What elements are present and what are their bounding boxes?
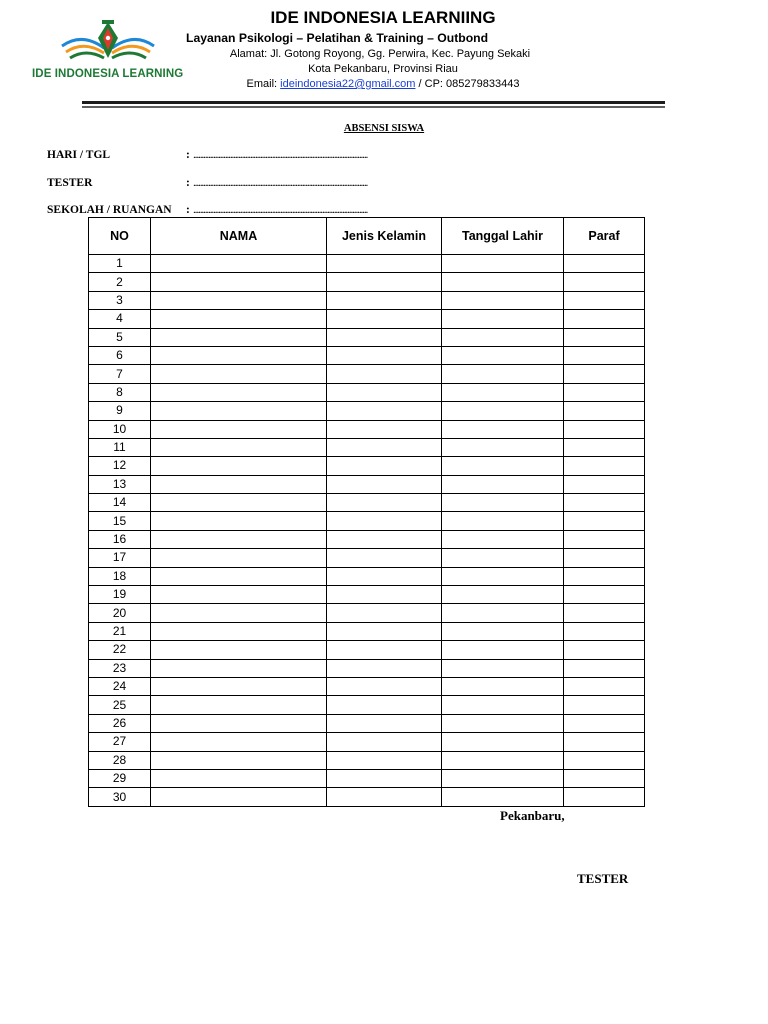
birthdate-cell[interactable] [442, 567, 564, 585]
row-number: 8 [89, 383, 151, 401]
birthdate-cell[interactable] [442, 586, 564, 604]
email-link[interactable]: ideindonesia22@gmail.com [280, 78, 416, 90]
signature-cell[interactable] [564, 604, 645, 622]
name-cell[interactable] [151, 751, 327, 769]
birthdate-cell[interactable] [442, 365, 564, 383]
signature-cell[interactable] [564, 310, 645, 328]
birthdate-cell[interactable] [442, 696, 564, 714]
row-number: 30 [89, 788, 151, 806]
field-colon: : [186, 177, 190, 189]
birthdate-cell[interactable] [442, 622, 564, 640]
signature-cell[interactable] [564, 365, 645, 383]
attendance-table [88, 217, 645, 807]
row-number: 4 [89, 310, 151, 328]
table-row [89, 549, 645, 567]
name-cell[interactable] [151, 310, 327, 328]
row-number: 14 [89, 494, 151, 512]
row-number: 6 [89, 346, 151, 364]
name-cell[interactable] [151, 677, 327, 695]
birthdate-cell[interactable] [442, 457, 564, 475]
name-cell[interactable] [151, 696, 327, 714]
gender-cell[interactable] [327, 530, 442, 548]
contact-line [200, 78, 566, 90]
table-row [89, 567, 645, 585]
gender-cell[interactable] [327, 438, 442, 456]
name-cell[interactable] [151, 273, 327, 291]
row-number: 1 [89, 255, 151, 273]
table-body [89, 255, 645, 807]
signature-cell[interactable] [564, 567, 645, 585]
email-label: Email: [246, 78, 281, 90]
name-cell[interactable] [151, 641, 327, 659]
address-line: Alamat: Jl. Gotong Royong, Gg. Perwira, Kec. Payung Sekaki [229, 48, 531, 60]
row-number: 27 [89, 733, 151, 751]
table-row [89, 310, 645, 328]
birthdate-cell[interactable] [442, 402, 564, 420]
birthdate-cell[interactable] [442, 641, 564, 659]
header-rule-thick [82, 101, 665, 104]
field-sekolah-ruangan [47, 204, 368, 216]
gender-cell[interactable] [327, 659, 442, 677]
table-row [89, 420, 645, 438]
signature-cell[interactable] [564, 402, 645, 420]
name-cell[interactable] [151, 255, 327, 273]
table-row [89, 457, 645, 475]
name-cell[interactable] [151, 512, 327, 530]
name-cell[interactable] [151, 494, 327, 512]
name-cell[interactable] [151, 457, 327, 475]
birthdate-cell[interactable] [442, 714, 564, 732]
row-number: 22 [89, 641, 151, 659]
birthdate-cell[interactable] [442, 273, 564, 291]
row-number: 19 [89, 586, 151, 604]
birthdate-cell[interactable] [442, 494, 564, 512]
field-tester [47, 177, 368, 189]
field-hari-tgl [47, 149, 368, 161]
row-number: 3 [89, 291, 151, 309]
table-row [89, 273, 645, 291]
birthdate-cell[interactable] [442, 346, 564, 364]
row-number: 23 [89, 659, 151, 677]
name-cell[interactable] [151, 714, 327, 732]
table-row [89, 586, 645, 604]
table-row [89, 255, 645, 273]
row-number: 2 [89, 273, 151, 291]
signature-cell[interactable] [564, 273, 645, 291]
table-row [89, 769, 645, 787]
gender-cell[interactable] [327, 383, 442, 401]
name-cell[interactable] [151, 438, 327, 456]
table-row [89, 328, 645, 346]
signature-cell[interactable] [564, 530, 645, 548]
signature-cell[interactable] [564, 420, 645, 438]
gender-cell[interactable] [327, 457, 442, 475]
gender-cell[interactable] [327, 512, 442, 530]
name-cell[interactable] [151, 567, 327, 585]
column-header-nama: NAMA [151, 218, 327, 255]
table-row [89, 751, 645, 769]
signature-cell[interactable] [564, 788, 645, 806]
row-number: 13 [89, 475, 151, 493]
gender-cell[interactable] [327, 475, 442, 493]
name-cell[interactable] [151, 420, 327, 438]
gender-cell[interactable] [327, 494, 442, 512]
birthdate-cell[interactable] [442, 255, 564, 273]
header-rule-thin [82, 106, 665, 108]
gender-cell[interactable] [327, 549, 442, 567]
organization-name: IDE INDONESIA LEARNIING [270, 8, 496, 27]
table-row [89, 494, 645, 512]
table-row [89, 383, 645, 401]
signature-cell[interactable] [564, 659, 645, 677]
signature-role: TESTER [577, 871, 629, 886]
birthdate-cell[interactable] [442, 788, 564, 806]
gender-cell[interactable] [327, 714, 442, 732]
name-cell[interactable] [151, 365, 327, 383]
birthdate-cell[interactable] [442, 475, 564, 493]
row-number: 21 [89, 622, 151, 640]
row-number: 28 [89, 751, 151, 769]
field-colon: : [186, 149, 190, 161]
gender-cell[interactable] [327, 677, 442, 695]
signature-cell[interactable] [564, 291, 645, 309]
table-row [89, 475, 645, 493]
table-row [89, 659, 645, 677]
table-row [89, 604, 645, 622]
birthdate-cell[interactable] [442, 677, 564, 695]
signature-cell[interactable] [564, 677, 645, 695]
row-number: 9 [89, 402, 151, 420]
row-number: 29 [89, 769, 151, 787]
logo-text: IDE INDONESIA LEARNING [32, 68, 184, 80]
signature-cell[interactable] [564, 696, 645, 714]
name-cell[interactable] [151, 604, 327, 622]
name-cell[interactable] [151, 475, 327, 493]
row-number: 15 [89, 512, 151, 530]
birthdate-cell[interactable] [442, 328, 564, 346]
row-number: 25 [89, 696, 151, 714]
field-blank[interactable]: ........................................................................................................ [193, 149, 368, 161]
birthdate-cell[interactable] [442, 549, 564, 567]
signature-cell[interactable] [564, 475, 645, 493]
birthdate-cell[interactable] [442, 383, 564, 401]
birthdate-cell[interactable] [442, 438, 564, 456]
table-row [89, 438, 645, 456]
row-number: 16 [89, 530, 151, 548]
birthdate-cell[interactable] [442, 659, 564, 677]
gender-cell[interactable] [327, 751, 442, 769]
name-cell[interactable] [151, 328, 327, 346]
table-row [89, 622, 645, 640]
signature-cell[interactable] [564, 383, 645, 401]
table-row [89, 365, 645, 383]
gender-cell[interactable] [327, 622, 442, 640]
signature-cell[interactable] [564, 438, 645, 456]
birthdate-cell[interactable] [442, 530, 564, 548]
name-cell[interactable] [151, 659, 327, 677]
gender-cell[interactable] [327, 365, 442, 383]
signature-cell[interactable] [564, 328, 645, 346]
row-number: 26 [89, 714, 151, 732]
signature-cell[interactable] [564, 751, 645, 769]
gender-cell[interactable] [327, 604, 442, 622]
column-header-paraf: Paraf [564, 218, 645, 255]
name-cell[interactable] [151, 549, 327, 567]
signature-cell[interactable] [564, 586, 645, 604]
gender-cell[interactable] [327, 402, 442, 420]
table-row [89, 788, 645, 806]
table-header-row [89, 218, 645, 255]
gender-cell[interactable] [327, 346, 442, 364]
name-cell[interactable] [151, 291, 327, 309]
gender-cell[interactable] [327, 769, 442, 787]
row-number: 18 [89, 567, 151, 585]
services-line: Layanan Psikologi – Pelatihan & Training – Outbond [186, 31, 489, 45]
birthdate-cell[interactable] [442, 291, 564, 309]
row-number: 10 [89, 420, 151, 438]
name-cell[interactable] [151, 586, 327, 604]
table-row [89, 512, 645, 530]
signature-cell[interactable] [564, 346, 645, 364]
gender-cell[interactable] [327, 788, 442, 806]
signature-cell[interactable] [564, 769, 645, 787]
field-blank[interactable]: ........................................................................................................ [193, 177, 368, 189]
birthdate-cell[interactable] [442, 751, 564, 769]
signature-cell[interactable] [564, 714, 645, 732]
name-cell[interactable] [151, 769, 327, 787]
gender-cell[interactable] [327, 586, 442, 604]
signature-cell[interactable] [564, 255, 645, 273]
table-row [89, 677, 645, 695]
field-blank[interactable]: ........................................................................................................ [193, 204, 368, 216]
name-cell[interactable] [151, 788, 327, 806]
name-cell[interactable] [151, 733, 327, 751]
name-cell[interactable] [151, 383, 327, 401]
signature-cell[interactable] [564, 733, 645, 751]
phone-contact: / CP: 085279833443 [415, 78, 520, 90]
field-label: TESTER [47, 177, 93, 189]
gender-cell[interactable] [327, 641, 442, 659]
row-number: 24 [89, 677, 151, 695]
row-number: 17 [89, 549, 151, 567]
birthdate-cell[interactable] [442, 310, 564, 328]
name-cell[interactable] [151, 402, 327, 420]
table-row [89, 530, 645, 548]
birthdate-cell[interactable] [442, 420, 564, 438]
gender-cell[interactable] [327, 255, 442, 273]
gender-cell[interactable] [327, 291, 442, 309]
field-label: SEKOLAH / RUANGAN [47, 204, 172, 216]
gender-cell[interactable] [327, 567, 442, 585]
column-header-jenis-kelamin: Jenis Kelamin [327, 218, 442, 255]
birthdate-cell[interactable] [442, 733, 564, 751]
gender-cell[interactable] [327, 328, 442, 346]
row-number: 12 [89, 457, 151, 475]
table-row [89, 733, 645, 751]
gender-cell[interactable] [327, 696, 442, 714]
city-line: Kota Pekanbaru, Provinsi Riau [308, 63, 458, 75]
document-title: ABSENSI SISWA [343, 123, 425, 134]
field-label: HARI / TGL [47, 149, 111, 161]
table-row [89, 696, 645, 714]
table-row [89, 291, 645, 309]
name-cell[interactable] [151, 530, 327, 548]
signature-cell[interactable] [564, 457, 645, 475]
column-header-no: NO [89, 218, 151, 255]
birthdate-cell[interactable] [442, 604, 564, 622]
column-header-tanggal-lahir: Tanggal Lahir [442, 218, 564, 255]
gender-cell[interactable] [327, 310, 442, 328]
gender-cell[interactable] [327, 273, 442, 291]
birthdate-cell[interactable] [442, 512, 564, 530]
gender-cell[interactable] [327, 733, 442, 751]
table-row [89, 402, 645, 420]
logo-emblem-icon [58, 18, 158, 68]
signature-cell[interactable] [564, 549, 645, 567]
table-row [89, 714, 645, 732]
company-logo [30, 18, 182, 88]
table-row [89, 641, 645, 659]
signature-city: Pekanbaru, [500, 808, 565, 823]
row-number: 11 [89, 438, 151, 456]
table-row [89, 346, 645, 364]
row-number: 7 [89, 365, 151, 383]
signature-cell[interactable] [564, 641, 645, 659]
gender-cell[interactable] [327, 420, 442, 438]
name-cell[interactable] [151, 622, 327, 640]
birthdate-cell[interactable] [442, 769, 564, 787]
signature-cell[interactable] [564, 494, 645, 512]
field-colon: : [186, 204, 190, 216]
row-number: 5 [89, 328, 151, 346]
signature-cell[interactable] [564, 622, 645, 640]
row-number: 20 [89, 604, 151, 622]
signature-cell[interactable] [564, 512, 645, 530]
name-cell[interactable] [151, 346, 327, 364]
